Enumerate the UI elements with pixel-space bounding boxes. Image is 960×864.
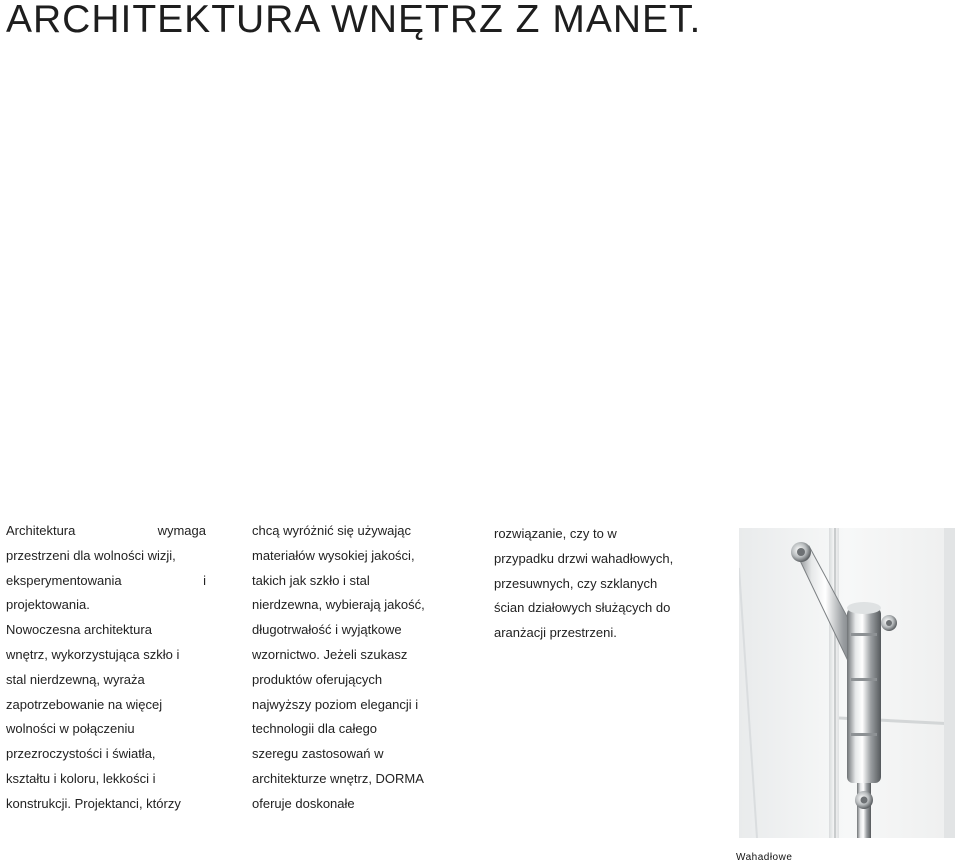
text-line: chcą wyróżnić się używając — [252, 523, 411, 538]
text-line: rozwiązanie, czy to w — [494, 526, 617, 541]
text-line: przesuwnych, czy szklanych — [494, 575, 658, 591]
text-line: projektowania. — [6, 597, 90, 613]
text-line: kształtu i koloru, lekkości i — [6, 770, 156, 786]
text-line: architekturze wnętrz, DORMA — [252, 770, 424, 786]
text-line: przestrzeni dla wolności wizji, — [6, 547, 176, 563]
text-line: wnętrz, wykorzystująca szkło i — [6, 646, 180, 662]
text-line — [6, 519, 206, 544]
text-line: wolności w połączeniu — [6, 721, 135, 737]
text-fragment: Architektura — [6, 523, 76, 538]
text-line: aranżacji przestrzeni. — [494, 625, 617, 641]
text-column-3 — [494, 522, 714, 646]
text-line: przypadku drzwi wahadłowych, — [494, 550, 674, 566]
text-column-1 — [6, 519, 206, 817]
text-line — [6, 569, 206, 594]
text-line: zapotrzebowanie na więcej — [6, 696, 163, 712]
text-line: szeregu zastosowań w — [252, 746, 384, 762]
text-line: przezroczystości i światła, — [6, 746, 156, 762]
text-line: długotrwałość i wyjątkowe — [252, 622, 402, 638]
photo-caption: Wahadłowe — [736, 852, 793, 863]
text-column-2 — [252, 519, 462, 817]
text-fragment: eksperymentowania — [6, 572, 122, 588]
text-line: produktów oferujących — [252, 671, 383, 687]
text-line: Nowoczesna architektura — [6, 622, 152, 638]
text-fragment: wymaga — [157, 523, 206, 538]
text-line: wzornictwo. Jeżeli szukasz — [252, 646, 408, 662]
text-line: takich jak szkło i stal — [252, 572, 370, 588]
text-line: konstrukcji. Projektanci, którzy — [6, 795, 181, 811]
text-line: oferuje doskonałe — [252, 795, 355, 811]
text-line: najwyższy poziom elegancji i — [252, 696, 419, 712]
text-line: materiałów wysokiej jakości, — [252, 547, 415, 563]
text-fragment: i — [203, 572, 206, 588]
page-title: ARCHITEKTURA WNĘTRZ Z MANET. — [6, 0, 702, 41]
text-line: stal nierdzewną, wyraża — [6, 671, 145, 687]
text-line: nierdzewna, wybierają jakość, — [252, 597, 425, 613]
glass-door-hinge-photo — [739, 528, 955, 838]
text-line: ścian działowych służących do — [494, 600, 671, 616]
text-line: technologii dla całego — [252, 721, 378, 737]
